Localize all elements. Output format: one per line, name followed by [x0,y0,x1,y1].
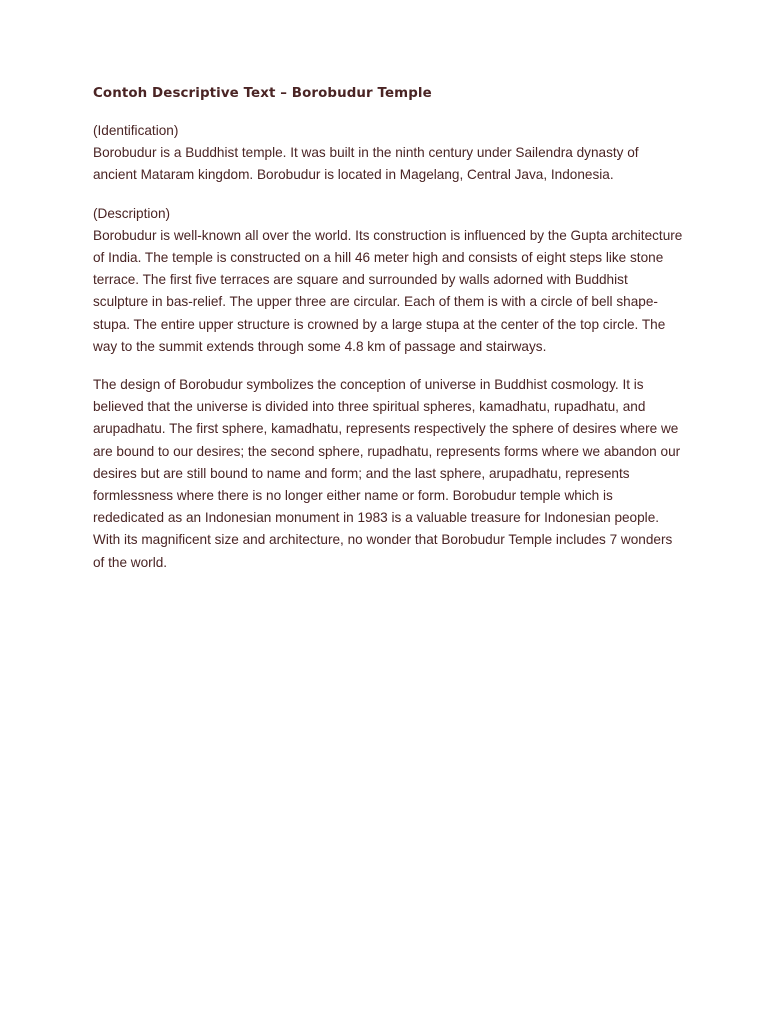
description-section [93,203,683,574]
description-paragraph-2: The design of Borobudur symbolizes the conception of universe in Buddhist cosmology. It is believed that the universe is divided into three spiritual spheres, kamadhatu, rupadhatu, and arupadhatu. The first sphere, kamadhatu, represents respectively the sphere of desires where we are bound to our desires; the second sphere, rupadhatu, represents forms where we abandon our desires but are still bound to name and form; and the last sphere, arupadhatu, represents formlessness where there is no longer either name or form. Borobudur temple which is rededicated as an Indonesian monument in 1983 is a valuable treasure for Indonesian people. With its magnificent size and architecture, no wonder that Borobudur Temple includes 7 wonders of the world. [93,377,681,570]
identification-heading: (Identification) [93,123,179,138]
description-heading: (Description) [93,205,171,221]
document-page [93,84,683,590]
document-title: Contoh Descriptive Text – Borobudur Temple [93,86,432,101]
description-paragraph-1: Borobudur is well-known all over the world. Its construction is influenced by the Gupta architecture of India. The temple is constructed on a hill 46 meter high and consists of eight steps like stone terrace. The first five terraces are square and surrounded by walls adorned with Buddhist sculpture in bas-relief. The upper three are circular. Each of them is with a circle of bell shape-stupa. The entire upper structure is crowned by a large stupa at the center of the top circle. The way to the summit extends through some 4.8 km of passage and stairways. [93,227,683,354]
identification-section [93,120,683,187]
identification-paragraph: Borobudur is a Buddhist temple. It was built in the ninth century under Sailendra dynasty of ancient Mataram kingdom. Borobudur is located in Magelang, Central Java, Indonesia. [93,145,639,183]
